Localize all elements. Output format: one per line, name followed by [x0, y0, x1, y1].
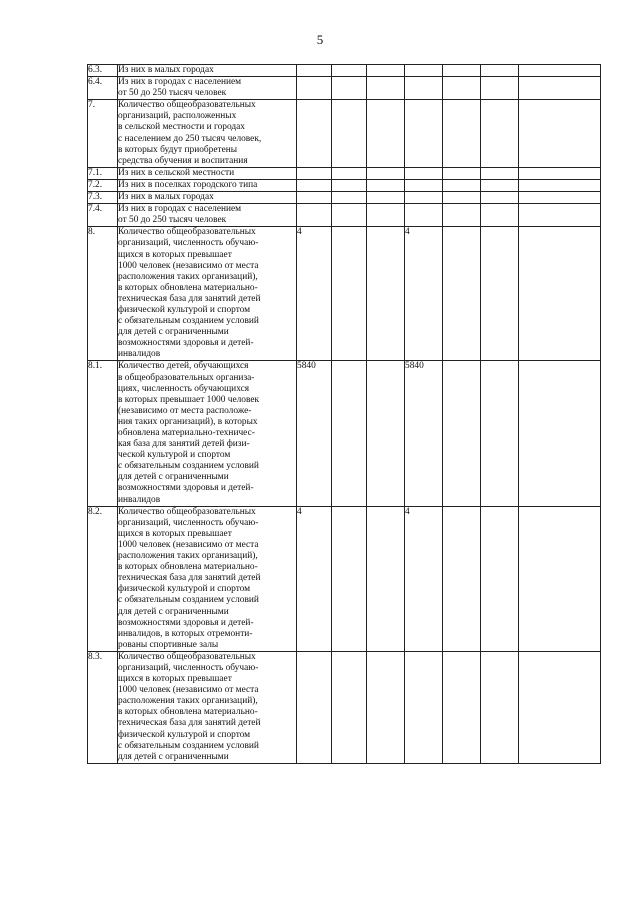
value-cell: 5840 [405, 361, 443, 506]
value-cell [405, 77, 443, 100]
value-cell: 4 [297, 227, 332, 361]
value-cell: 5840 [297, 361, 332, 506]
value-cell [367, 179, 405, 191]
description-line: Количество общеобразовательных [118, 506, 256, 517]
value-cell [332, 361, 367, 506]
description-line: инвалидов [118, 494, 161, 505]
description-line: кая база для занятий детей физи- [118, 439, 250, 450]
description-line: рованы спортивные залы [118, 639, 219, 650]
value-cell [405, 192, 443, 204]
description-line: Из них в городах с населением [118, 77, 242, 88]
table-row [88, 192, 601, 204]
description-line: в которых будут приобретены [118, 144, 238, 155]
indicators-table [87, 64, 601, 764]
value-cell [443, 506, 481, 651]
description-line: техническая база для занятий детей [118, 573, 261, 584]
description-line: физической культурой и спортом [118, 304, 251, 315]
value-cell [519, 506, 601, 651]
table-row [88, 179, 601, 191]
description-line: циях, численность обучающихся [118, 383, 250, 394]
value-cell [332, 651, 367, 763]
value-cell [332, 506, 367, 651]
value-cell [519, 179, 601, 191]
value-cell [405, 100, 443, 168]
row-description [118, 192, 297, 204]
row-description [118, 361, 297, 506]
value-cell [443, 65, 481, 77]
description-line: от 50 до 250 тысяч человек [118, 88, 227, 99]
table-row [88, 506, 601, 651]
value-cell [367, 651, 405, 763]
description-line: для детей с ограниченными [118, 472, 229, 483]
table-row [88, 100, 601, 168]
description-line: в которых превышает 1000 человек [118, 394, 260, 405]
row-number: 6.3. [88, 65, 118, 77]
value-cell [443, 179, 481, 191]
value-cell [367, 506, 405, 651]
value-cell [519, 227, 601, 361]
value-cell [405, 167, 443, 179]
row-number: 7.2. [88, 179, 118, 191]
description-line: организаций, численность обучаю- [118, 238, 259, 249]
description-line: возможностями здоровья и детей- [118, 483, 254, 494]
value-cell [405, 179, 443, 191]
description-line: обновлена материально-техничес- [118, 428, 255, 438]
value-cell [481, 179, 519, 191]
description-line: 1000 человек (независимо от места [118, 685, 259, 696]
table-row [88, 361, 601, 506]
description-line: щихся в которых превышает [118, 674, 232, 685]
value-cell [443, 204, 481, 227]
value-cell [519, 361, 601, 506]
value-cell [481, 204, 519, 227]
description-line: организаций, расположенных [118, 111, 237, 122]
table-row [88, 65, 601, 77]
value-cell [443, 361, 481, 506]
value-cell [519, 192, 601, 204]
description-line: инвалидов, в которых отремонти- [118, 628, 253, 639]
description-line: для детей с ограниченными [118, 606, 229, 617]
row-description [118, 179, 297, 191]
value-cell [332, 227, 367, 361]
description-line: 1000 человек (независимо от места [118, 539, 259, 550]
value-cell [405, 651, 443, 763]
description-line: с обязательным созданием условий [118, 595, 259, 606]
description-line: Из них в малых городах [118, 65, 214, 75]
value-cell: 4 [297, 506, 332, 651]
row-number: 8.3. [88, 651, 118, 763]
table-body [88, 65, 601, 764]
value-cell [367, 77, 405, 100]
value-cell [297, 179, 332, 191]
value-cell [297, 167, 332, 179]
row-description [118, 77, 297, 100]
description-line: расположения таких организаций), [118, 696, 258, 707]
value-cell [481, 65, 519, 77]
description-line: Из них в сельской местности [118, 167, 235, 178]
value-cell [519, 167, 601, 179]
description-line: щихся в которых превышает [118, 528, 232, 539]
description-line: с населением до 250 тысяч человек, [118, 133, 262, 144]
table-row [88, 77, 601, 100]
value-cell [481, 651, 519, 763]
description-line: щихся в которых превышает [118, 249, 232, 260]
value-cell [481, 100, 519, 168]
row-number: 8. [88, 227, 118, 361]
description-line: от 50 до 250 тысяч человек [118, 215, 227, 226]
description-line: ния таких организаций), в которых [118, 416, 258, 427]
description-line: средства обучения и воспитания [118, 155, 248, 166]
value-cell [367, 227, 405, 361]
description-line: техническая база для занятий детей [118, 293, 261, 304]
value-cell [443, 100, 481, 168]
description-line: Из них в малых городах [118, 192, 214, 203]
description-line: инвалидов [118, 349, 161, 360]
row-number: 8.1. [88, 361, 118, 506]
value-cell [443, 227, 481, 361]
description-line: 1000 человек (независимо от места [118, 260, 259, 271]
row-description [118, 651, 297, 763]
value-cell [367, 100, 405, 168]
row-number: 7.1. [88, 167, 118, 179]
row-description [118, 100, 297, 168]
row-description [118, 227, 297, 361]
value-cell [519, 100, 601, 168]
value-cell [443, 167, 481, 179]
value-cell [481, 361, 519, 506]
value-cell: 4 [405, 506, 443, 651]
row-number: 7.3. [88, 192, 118, 204]
value-cell [332, 192, 367, 204]
table-row [88, 227, 601, 361]
value-cell [519, 77, 601, 100]
value-cell [297, 77, 332, 100]
value-cell [367, 192, 405, 204]
page-number: 5 [316, 32, 324, 47]
description-line: в которых обновлена материально- [118, 282, 258, 293]
value-cell [519, 65, 601, 77]
table-row [88, 167, 601, 179]
value-cell [367, 204, 405, 227]
value-cell [443, 192, 481, 204]
table-row [88, 204, 601, 227]
description-line: (независимо от места расположе- [118, 405, 252, 416]
description-line: в общеобразовательных организа- [118, 372, 255, 383]
value-cell [297, 100, 332, 168]
value-cell [443, 651, 481, 763]
description-line: физической культурой и спортом [118, 729, 251, 740]
value-cell [297, 65, 332, 77]
description-line: возможностями здоровья и детей- [118, 617, 254, 628]
description-line: расположения таких организаций), [118, 551, 258, 562]
description-line: Количество детей, обучающихся [118, 361, 249, 372]
description-line: Из них в поселках городского типа [118, 179, 258, 190]
description-line: организаций, численность обучаю- [118, 662, 259, 673]
value-cell [519, 651, 601, 763]
value-cell [332, 167, 367, 179]
table-row [88, 651, 601, 763]
description-line: с обязательным созданием условий [118, 740, 259, 751]
description-line: в которых обновлена материально- [118, 707, 258, 718]
value-cell [481, 167, 519, 179]
value-cell [481, 77, 519, 100]
value-cell [443, 77, 481, 100]
row-description [118, 204, 297, 227]
value-cell [405, 204, 443, 227]
value-cell [367, 65, 405, 77]
row-number: 7. [88, 100, 118, 168]
description-line: для детей с ограниченными [118, 327, 229, 338]
value-cell [297, 204, 332, 227]
value-cell [332, 204, 367, 227]
description-line: возможностями здоровья и детей- [118, 338, 254, 349]
description-line: с обязательным созданием условий [118, 461, 259, 472]
value-cell [297, 192, 332, 204]
description-line: Из них в городах с населением [118, 204, 242, 215]
row-number: 6.4. [88, 77, 118, 100]
value-cell [481, 192, 519, 204]
description-line: организаций, численность обучаю- [118, 517, 259, 528]
value-cell [332, 65, 367, 77]
value-cell [332, 179, 367, 191]
row-description [118, 167, 297, 179]
value-cell [367, 361, 405, 506]
value-cell [297, 651, 332, 763]
value-cell [481, 227, 519, 361]
description-line: в которых обновлена материально- [118, 562, 258, 573]
value-cell [332, 77, 367, 100]
row-number: 7.4. [88, 204, 118, 227]
description-line: Количество общеобразовательных [118, 100, 256, 111]
value-cell [481, 506, 519, 651]
description-line: с обязательным созданием условий [118, 316, 259, 327]
description-line: для детей с ограниченными [118, 751, 229, 762]
description-line: физической культурой и спортом [118, 584, 251, 595]
description-line: Количество общеобразовательных [118, 227, 256, 238]
row-description [118, 506, 297, 651]
value-cell [332, 100, 367, 168]
description-line: ческой культурой и спортом [118, 450, 231, 461]
description-line: в сельской местности и городах [118, 122, 245, 133]
value-cell [405, 65, 443, 77]
value-cell [367, 167, 405, 179]
row-description [118, 65, 297, 77]
row-number: 8.2. [88, 506, 118, 651]
description-line: техническая база для занятий детей [118, 718, 261, 729]
description-line: Количество общеобразовательных [118, 651, 256, 662]
value-cell [519, 204, 601, 227]
description-line: расположения таких организаций), [118, 271, 258, 282]
value-cell: 4 [405, 227, 443, 361]
